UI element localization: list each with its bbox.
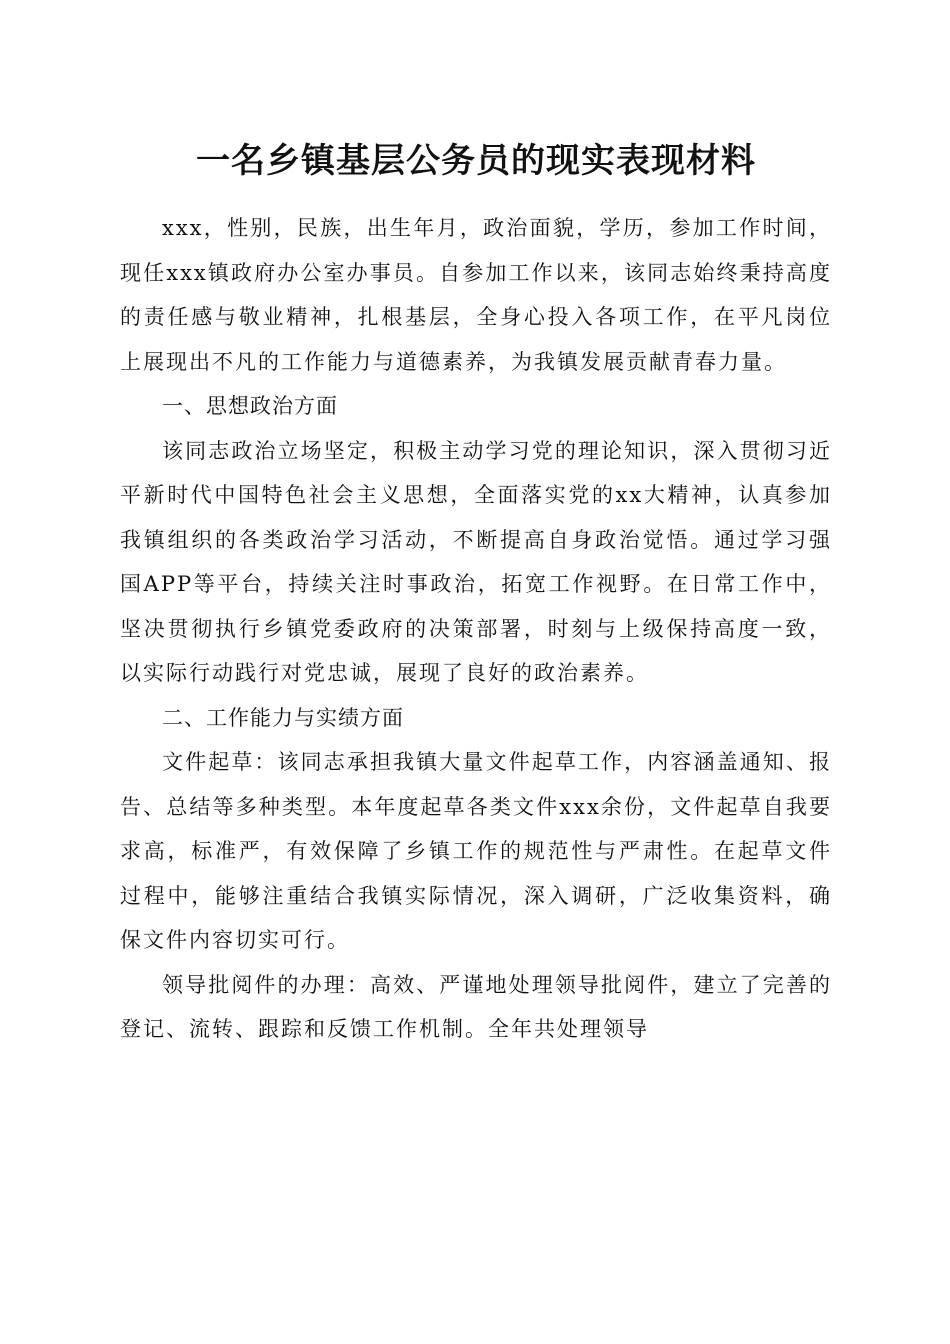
intro-paragraph: xxx，性别，民族，出生年月，政治面貌，学历，参加工作时间，现任xxx镇政府办公室办事员。自参加工作以来，该同志始终秉持高度的责任感与敬业精神，扎根基层，全身心投入各项工作，在平凡岗位上展现出不凡的工作能力与道德素养，为我镇发展贡献青春力量。 [120,216,832,374]
document-page [120,0,832,1344]
document-body [120,206,832,1052]
document-drafting-paragraph: 文件起草：该同志承担我镇大量文件起草工作，内容涵盖通知、报告、总结等多种类型。本年度起草各类文件xxx余份，文件起草自我要求高，标准严，有效保障了乡镇工作的规范性与严肃性。在起草文件过程中，能够注重结合我镇实际情况，深入调研，广泛收集资料，确保文件内容切实可行。 [120,750,832,952]
document-title: 一名乡镇基层公务员的现实表现材料 [196,141,756,181]
political-paragraph: 该同志政治立场坚定，积极主动学习党的理论知识，深入贯彻习近平新时代中国特色社会主义思想，全面落实党的xx大精神，认真参加我镇组织的各类政治学习活动，不断提高自身政治觉悟。通过学习强国APP等平台，持续关注时事政治，拓宽工作视野。在日常工作中，坚决贯彻执行乡镇党委政府的决策部署，时刻与上级保持高度一致，以实际行动践行对党忠诚，展现了良好的政治素养。 [120,438,832,685]
leader-review-paragraph: 领导批阅件的办理：高效、严谨地处理领导批阅件，建立了完善的登记、流转、跟踪和反馈工作机制。全年共处理领导 [120,972,832,1041]
section-heading-work: 二、工作能力与实绩方面 [162,705,404,730]
section-heading-political: 一、思想政治方面 [162,394,338,418]
